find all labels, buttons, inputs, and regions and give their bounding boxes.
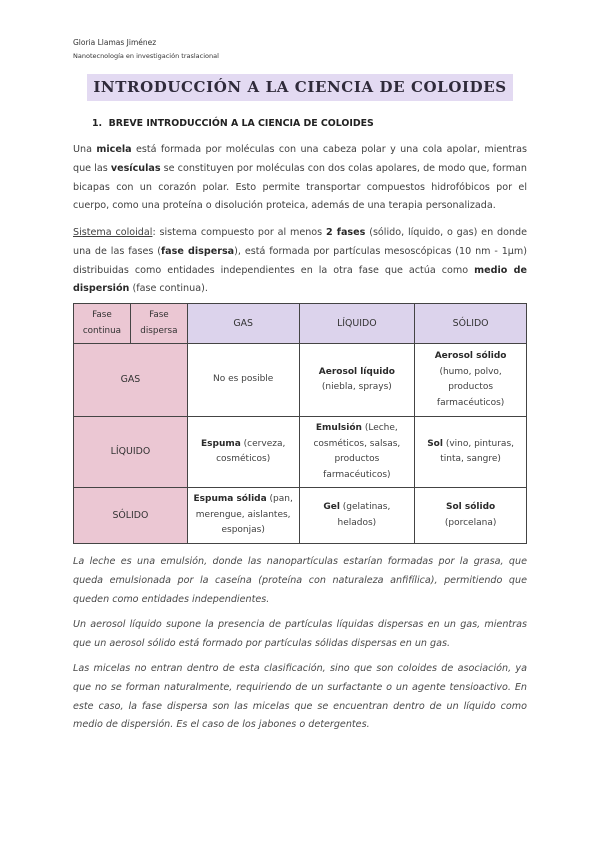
text: (fase continua). xyxy=(129,283,208,295)
text: está formada por moléculas con una cabeza polar y una cola apolar, mientras que las xyxy=(73,144,527,174)
note-leche: La leche es una emulsión, donde las nanopartículas estarían formadas por la grasa, que queda emulsionada por la caseína (proteína con naturaleza anfifílica), permitiendo que queden como entidades independientes. xyxy=(73,556,527,605)
table-row xyxy=(74,344,527,417)
cell-examples: (porcelana) xyxy=(444,517,497,528)
cell-examples: (niebla, sprays) xyxy=(321,382,392,392)
row-header-gas: GAS xyxy=(74,344,188,417)
cell-name: Aerosol líquido xyxy=(318,366,395,377)
table-row xyxy=(74,488,527,544)
cell-no-es-posible: No es posible xyxy=(187,344,299,417)
cell-name: Espuma xyxy=(201,438,241,449)
cell-sol xyxy=(415,417,527,488)
header-solido: SÓLIDO xyxy=(415,304,527,344)
course-name: Nanotecnología en investigación traslacional xyxy=(73,52,219,60)
header-gas: GAS xyxy=(187,304,299,344)
note-micelas: Las micelas no entran dentro de esta clasificación, sino que son coloides de asociación, ya que no se forman naturalmente, requiriendo de un surfactante o un agente tensioactivo. En este caso, la fase dispersa son las micelas que se encuentran dentro de un líquido como medio de dispersión. Es el caso de los jabones o detergentes. xyxy=(73,663,527,731)
paragraph-micela xyxy=(73,141,527,216)
page-title: INTRODUCCIÓN A LA CIENCIA DE COLOIDES xyxy=(87,74,512,101)
cell-examples: (cerveza, cosméticos) xyxy=(216,438,286,464)
cell-examples: (humo, polvo, productos farmacéuticos) xyxy=(436,366,505,408)
cell-name: Sol xyxy=(427,438,443,449)
author-name: Gloria Llamas Jiménez xyxy=(73,38,157,47)
cell-name: Sol sólido xyxy=(446,502,496,512)
term-vesiculas: vesículas xyxy=(110,162,161,174)
header-liquido: LÍQUIDO xyxy=(299,304,415,344)
cell-examples: (vino, pinturas, tinta, sangre) xyxy=(440,438,514,464)
cell-gel xyxy=(299,488,415,544)
section-number: 1. xyxy=(92,118,103,129)
term-sistema-coloidal: Sistema coloidal xyxy=(73,227,153,238)
cell-sol-solido xyxy=(415,488,527,544)
table-header-row xyxy=(74,304,527,344)
section-title: BREVE INTRODUCCIÓN A LA CIENCIA DE COLOIDES xyxy=(108,118,374,129)
cell-examples: (gelatinas, helados) xyxy=(337,502,391,528)
note-aerosol: Un aerosol líquido supone la presencia de partículas líquidas dispersas en un gas, mientras que un aerosol sólido está formado por partículas sólidas dispersas en un gas. xyxy=(73,619,527,649)
colloid-table xyxy=(73,303,527,544)
section-heading xyxy=(92,118,374,129)
text: : sistema compuesto por al menos xyxy=(152,227,326,238)
cell-examples: (pan, merengue, aislantes, esponjas) xyxy=(195,494,293,536)
term-medio-dispersion: medio de dispersión xyxy=(73,264,528,295)
cell-examples: (Leche, cosméticos, salsas, productos farmacéuticos) xyxy=(313,423,401,480)
term-fase-dispersa: fase dispersa xyxy=(160,245,235,257)
cell-name: Aerosol sólido xyxy=(434,351,507,361)
paragraph-sistema-coloidal xyxy=(73,224,527,299)
header-fase-continua: Fase continua xyxy=(74,304,131,344)
term-micela: micela xyxy=(96,144,132,155)
table-row xyxy=(74,417,527,488)
cell-emulsion xyxy=(299,417,415,488)
row-header-liquido: LÍQUIDO xyxy=(74,417,188,488)
cell-name: Espuma sólida xyxy=(193,494,267,505)
row-header-solido: SÓLIDO xyxy=(74,488,188,544)
term-2-fases: 2 fases xyxy=(326,227,366,238)
text: se constituyen por moléculas con dos colas apolares, de modo que, forman bicapas con un corazón polar. Esto permite transportar compuestos hidrofóbicos por el cuerpo, como una proteína o disolución proteica, además de una terapia personalizada. xyxy=(73,162,527,212)
cell-aerosol-liquido xyxy=(299,344,415,417)
header-fase-dispersa: Fase dispersa xyxy=(130,304,187,344)
cell-name: Emulsión xyxy=(315,423,362,433)
cell-aerosol-solido xyxy=(415,344,527,417)
title-container xyxy=(0,74,600,101)
text: ), está formada por partículas mesoscópicas (10 nm - 1µm) distribuidas como entidades independientes en la otra fase que actúa como xyxy=(73,245,527,276)
cell-espuma-solida xyxy=(187,488,299,544)
cell-name: Gel xyxy=(323,502,340,512)
text: (sólido, líquido, o gas) en donde una de las fases ( xyxy=(73,227,528,257)
text: Una xyxy=(73,144,97,155)
cell-espuma xyxy=(187,417,299,488)
